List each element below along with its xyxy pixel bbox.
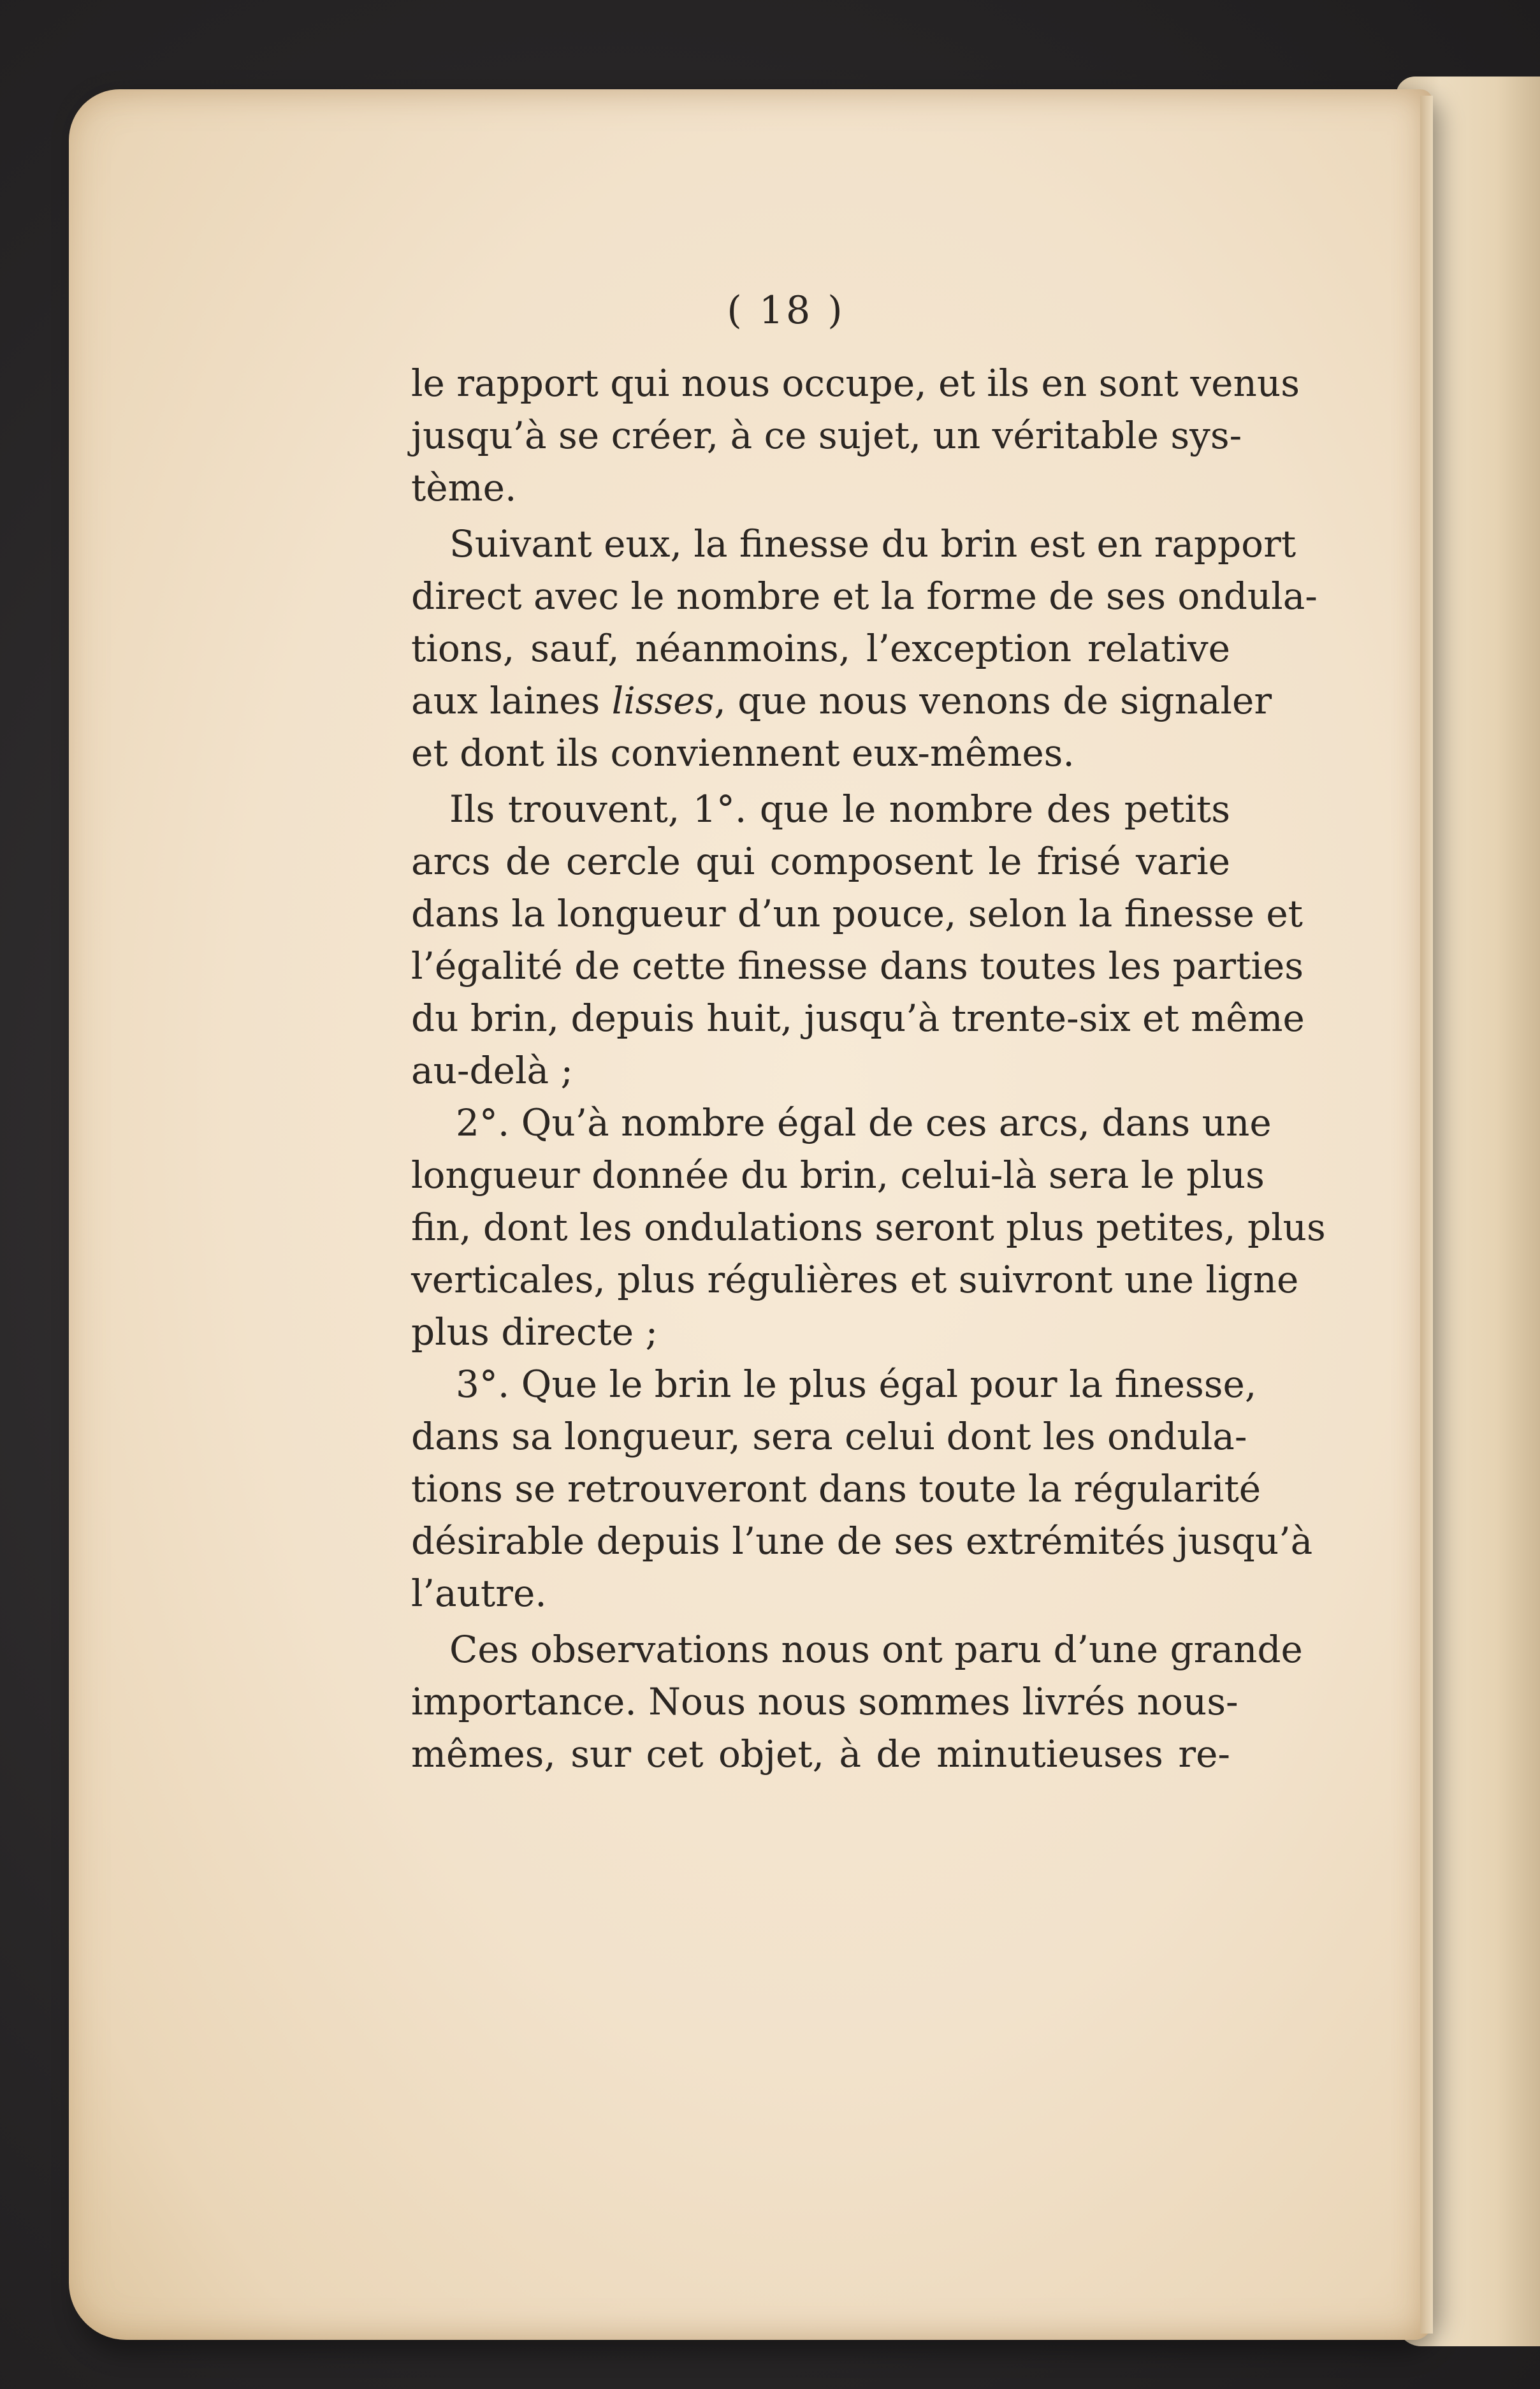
text-line-with-italic <box>411 675 1272 727</box>
text-segment: aux laines <box>411 679 600 722</box>
text-line: 3°. Que le brin le plus égal pour la finesse, <box>456 1363 1257 1406</box>
text-line: Ils trouvent, 1°. que le nombre des petits <box>449 787 1230 831</box>
text-line: fin, dont les ondulations seront plus petites, plus <box>411 1206 1326 1249</box>
text-line: et dont ils conviennent eux-mêmes. <box>411 731 1075 775</box>
italic-word: lisses <box>611 679 715 722</box>
text-line: importance. Nous nous sommes livrés nous- <box>411 1680 1239 1723</box>
text-line: mêmes, sur cet objet, à de minutieuses re- <box>411 1732 1230 1776</box>
text-segment: , que nous venons de signaler <box>714 679 1272 722</box>
text-line: direct avec le nombre et la forme de ses ondula- <box>411 574 1318 618</box>
text-line: l’égalité de cette finesse dans toutes les parties <box>411 944 1304 988</box>
page-gutter <box>1420 96 1433 2334</box>
text-line: tions, sauf, néanmoins, l’exception relative <box>411 627 1230 670</box>
text-line: Suivant eux, la finesse du brin est en rapport <box>449 522 1297 566</box>
text-line: du brin, depuis huit, jusqu’à trente-six et même <box>411 997 1305 1040</box>
text-line: l’autre. <box>411 1572 547 1615</box>
body-text <box>411 357 1326 1780</box>
text-line: dans sa longueur, sera celui dont les ondula- <box>411 1415 1247 1458</box>
text-line: 2°. Qu’à nombre égal de ces arcs, dans une <box>456 1101 1272 1144</box>
text-line: plus directe ; <box>411 1310 658 1354</box>
page-number: ( 18 ) <box>727 288 845 333</box>
text-line: tème. <box>411 466 517 509</box>
text-line: tions se retrouveront dans toute la régularité <box>411 1467 1261 1510</box>
text-line: jusqu’à se créer, à ce sujet, un véritable sys- <box>411 414 1242 457</box>
text-line: dans la longueur d’un pouce, selon la finesse et <box>411 892 1303 935</box>
text-line: verticales, plus régulières et suivront une ligne <box>411 1258 1299 1301</box>
text-line: le rapport qui nous occupe, et ils en sont venus <box>411 362 1300 405</box>
text-line: longueur donnée du brin, celui-là sera le plus <box>411 1153 1265 1197</box>
text-line: désirable depuis l’une de ses extrémités jusqu’à <box>411 1519 1313 1563</box>
text-line: Ces observations nous ont paru d’une grande <box>449 1628 1303 1671</box>
text-line: arcs de cercle qui composent le frisé varie <box>411 840 1230 883</box>
text-line: au-delà ; <box>411 1049 574 1092</box>
